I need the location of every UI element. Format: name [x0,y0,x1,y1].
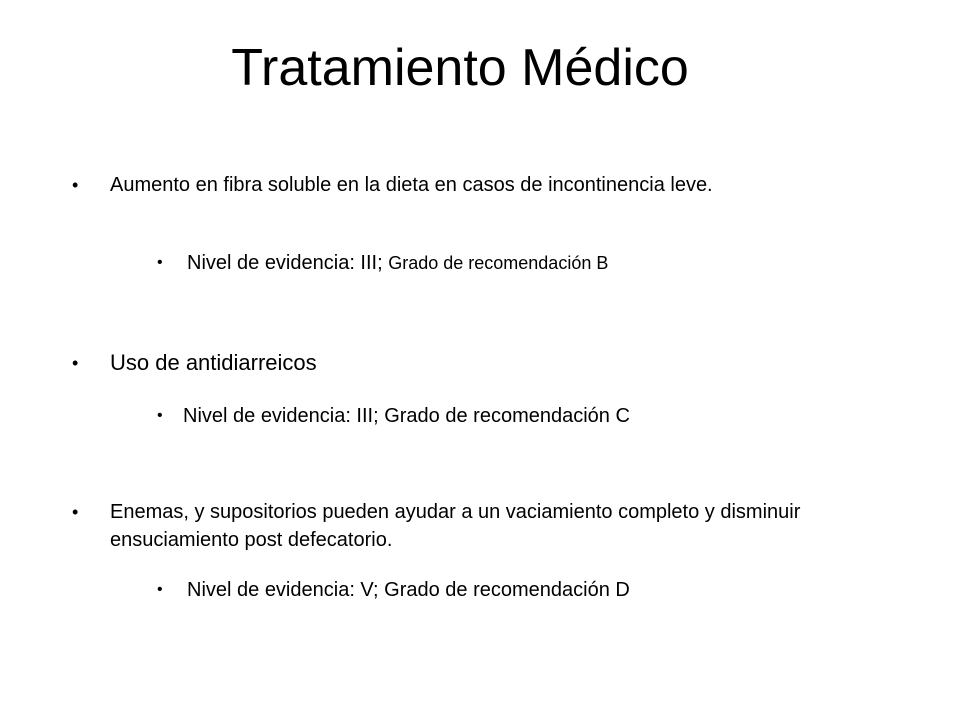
sub-bullet-text [157,249,917,277]
sub-bullet-item-antidiarrheals-evidence [157,402,917,430]
bullet-text: Uso de antidiarreicos [110,350,317,375]
bullet-item-fiber [72,171,902,199]
bullet-item-antidiarrheals [72,348,902,378]
bullet-icon: • [72,353,79,373]
sub-bullet-text: Nivel de evidencia: V; Grado de recomendación D [187,579,630,601]
bullet-text: Enemas, y supositorios pueden ayudar a un vaciamiento completo y disminuir ensuciamiento post defecatorio. [110,501,801,551]
bullet-icon: • [157,254,163,271]
bullet-icon: • [72,502,79,522]
recommendation-grade-text: Grado de recomendación B [388,253,609,273]
bullet-text: Aumento en fibra soluble en la dieta en casos de incontinencia leve. [110,174,713,196]
bullet-item-enemas [72,498,902,554]
sub-bullet-item-enemas-evidence [157,576,917,604]
bullet-icon: • [157,407,163,424]
evidence-level-text: Nivel de evidencia: III; [187,252,389,274]
bullet-icon: • [72,175,79,195]
sub-bullet-text: Nivel de evidencia: III; Grado de recomendación C [183,405,630,427]
sub-bullet-item-fiber-evidence [157,249,917,277]
bullet-icon: • [157,581,163,598]
slide-title: Tratamiento Médico [231,39,689,97]
